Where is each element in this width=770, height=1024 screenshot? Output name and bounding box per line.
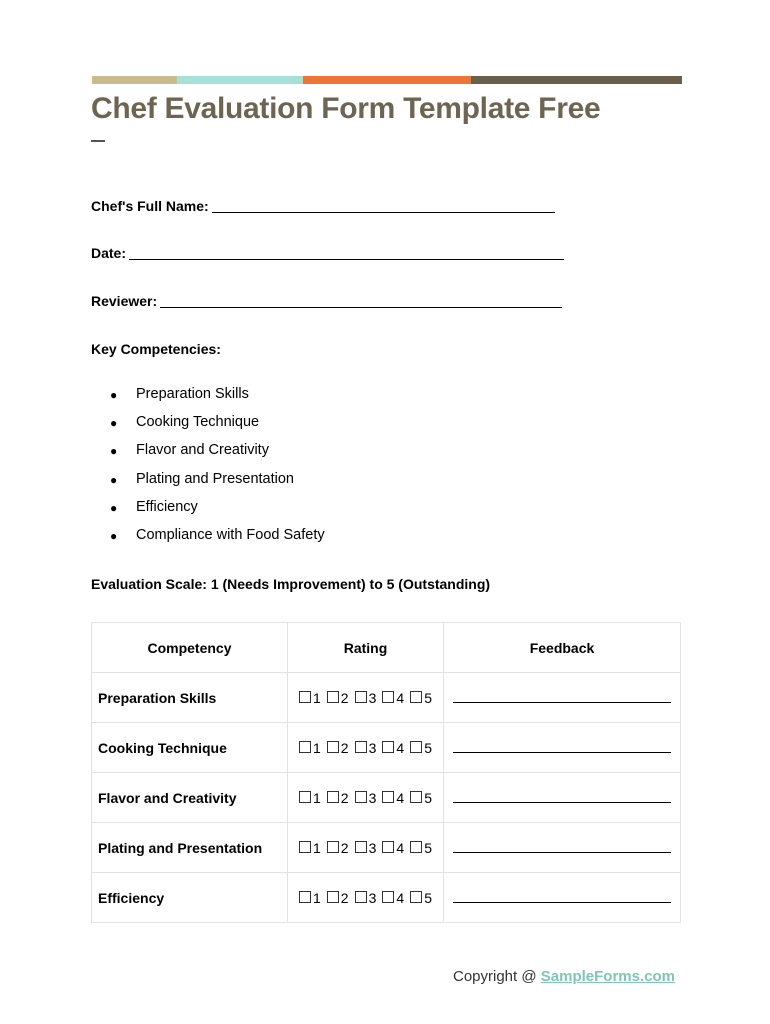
- competency-list: [110, 386, 325, 555]
- date-line[interactable]: [129, 245, 564, 260]
- rating-option-label: 5: [424, 789, 432, 806]
- date-field[interactable]: [91, 245, 564, 261]
- competency-cell: Flavor and Creativity: [92, 773, 288, 823]
- table-row: [92, 873, 681, 923]
- rating-option[interactable]: [355, 740, 377, 756]
- rating-option[interactable]: [382, 890, 404, 906]
- checkbox-icon[interactable]: [410, 891, 422, 903]
- list-item: ● Plating and Presentation: [110, 470, 294, 487]
- evaluation-scale-text: Evaluation Scale: 1 (Needs Improvement) to 5 (Outstanding): [91, 576, 491, 592]
- copyright-prefix: Copyright @: [453, 968, 541, 985]
- bullet-icon: ●: [110, 444, 118, 459]
- checkbox-icon[interactable]: [355, 791, 367, 803]
- rating-option-label: 1: [313, 789, 321, 806]
- rating-option[interactable]: [299, 740, 321, 756]
- feedback-cell[interactable]: [444, 773, 681, 823]
- copyright-footer: [453, 968, 675, 985]
- rating-cell: [288, 873, 444, 923]
- rating-option[interactable]: [327, 790, 349, 806]
- rating-option[interactable]: [382, 790, 404, 806]
- rating-option-label: 2: [340, 839, 349, 856]
- rating-option-label: 5: [424, 889, 432, 906]
- list-item: ● Efficiency: [110, 498, 198, 515]
- list-item: ● Compliance with Food Safety: [110, 526, 325, 543]
- checkbox-icon[interactable]: [355, 691, 367, 703]
- rating-option-label: 4: [396, 689, 405, 706]
- list-item: ● Flavor and Creativity: [110, 442, 269, 459]
- rating-option-label: 2: [340, 789, 349, 806]
- checkbox-icon[interactable]: [382, 691, 394, 703]
- checkbox-icon[interactable]: [410, 691, 422, 703]
- rating-option-label: 5: [424, 839, 432, 856]
- competency-cell: Plating and Presentation: [92, 823, 288, 873]
- checkbox-icon[interactable]: [327, 841, 339, 853]
- accent-segment: [177, 76, 303, 84]
- rating-option-label: 4: [396, 739, 405, 756]
- chef-name-label: Chef's Full Name:: [91, 198, 209, 214]
- rating-option-label: 1: [313, 739, 321, 756]
- bullet-icon: ●: [110, 388, 118, 402]
- rating-option[interactable]: [410, 740, 432, 756]
- checkbox-icon[interactable]: [382, 741, 394, 753]
- checkbox-icon[interactable]: [327, 791, 339, 803]
- column-header-competency: Competency: [92, 623, 288, 673]
- rating-cell: [288, 723, 444, 773]
- feedback-cell[interactable]: [444, 723, 681, 773]
- rating-option-label: 3: [368, 739, 377, 756]
- table-row: [92, 823, 681, 873]
- competency-cell: Preparation Skills: [92, 673, 288, 723]
- rating-option[interactable]: [299, 790, 321, 806]
- checkbox-icon[interactable]: [299, 891, 311, 903]
- accent-segment: [92, 76, 177, 84]
- checkbox-icon[interactable]: [382, 841, 394, 853]
- rating-option[interactable]: [327, 740, 349, 756]
- checkbox-icon[interactable]: [410, 841, 422, 853]
- rating-option[interactable]: [410, 790, 432, 806]
- chef-name-field[interactable]: [91, 198, 555, 214]
- rating-option[interactable]: [410, 690, 432, 706]
- date-label: Date:: [91, 245, 127, 261]
- rating-option[interactable]: [355, 790, 377, 806]
- feedback-line[interactable]: [453, 751, 671, 753]
- rating-option-label: 3: [368, 889, 377, 906]
- accent-segment: [471, 76, 682, 84]
- feedback-cell[interactable]: [444, 673, 681, 723]
- rating-option-label: 2: [340, 889, 349, 906]
- reviewer-line[interactable]: [160, 293, 562, 308]
- rating-option-label: 3: [368, 839, 377, 856]
- color-accent-bar: [92, 76, 682, 84]
- reviewer-label: Reviewer:: [91, 293, 158, 309]
- checkbox-icon[interactable]: [355, 741, 367, 753]
- checkbox-icon[interactable]: [299, 741, 311, 753]
- rating-option-label: 4: [396, 789, 405, 806]
- rating-option-label: 4: [396, 889, 405, 906]
- competencies-heading: Key Competencies:: [91, 341, 221, 357]
- table-row: [92, 723, 681, 773]
- checkbox-icon[interactable]: [382, 791, 394, 803]
- rating-option[interactable]: [410, 840, 432, 856]
- feedback-line[interactable]: [453, 801, 671, 803]
- rating-cell: [288, 673, 444, 723]
- checkbox-icon[interactable]: [355, 841, 367, 853]
- checkbox-icon[interactable]: [410, 741, 422, 753]
- chef-name-line[interactable]: [212, 198, 555, 213]
- reviewer-field[interactable]: [91, 293, 562, 309]
- feedback-line[interactable]: [453, 851, 671, 853]
- rating-option[interactable]: [327, 840, 349, 856]
- feedback-cell[interactable]: [444, 873, 681, 923]
- bullet-icon: ●: [110, 472, 118, 487]
- rating-option-label: 5: [424, 739, 432, 756]
- column-header-rating: Rating: [288, 623, 444, 673]
- rating-option-label: 1: [313, 689, 321, 706]
- column-header-feedback: Feedback: [444, 623, 681, 673]
- rating-cell: [288, 823, 444, 873]
- rating-option[interactable]: [382, 690, 404, 706]
- evaluation-table: [91, 622, 681, 923]
- competency-cell: Efficiency: [92, 873, 288, 923]
- rating-option-label: 2: [340, 739, 349, 756]
- rating-option[interactable]: [382, 740, 404, 756]
- table-row: [92, 673, 681, 723]
- checkbox-icon[interactable]: [410, 791, 422, 803]
- checkbox-icon[interactable]: [355, 891, 367, 903]
- checkbox-icon[interactable]: [299, 691, 311, 703]
- rating-option[interactable]: [327, 690, 349, 706]
- rating-option-label: 1: [313, 889, 321, 906]
- checkbox-icon[interactable]: [382, 891, 394, 903]
- feedback-cell[interactable]: [444, 823, 681, 873]
- rating-option-label: 3: [368, 789, 377, 806]
- rating-option[interactable]: [299, 690, 321, 706]
- competency-cell: Cooking Technique: [92, 723, 288, 773]
- rating-option[interactable]: [299, 840, 321, 856]
- rating-cell: [288, 773, 444, 823]
- rating-option-label: 1: [313, 839, 321, 856]
- rating-option-label: 4: [396, 839, 405, 856]
- checkbox-icon[interactable]: [299, 841, 311, 853]
- rating-option-label: 5: [424, 689, 432, 706]
- checkbox-icon[interactable]: [327, 891, 339, 903]
- checkbox-icon[interactable]: [327, 741, 339, 753]
- sampleforms-link[interactable]: SampleForms.com: [540, 968, 675, 985]
- table-header-row: [92, 623, 681, 673]
- bullet-icon: ●: [110, 500, 118, 515]
- accent-segment: [303, 76, 471, 84]
- rating-option-label: 2: [340, 689, 349, 706]
- list-item: ● Cooking Technique: [110, 414, 260, 431]
- feedback-line[interactable]: [453, 901, 671, 903]
- bullet-icon: ●: [110, 528, 118, 543]
- title-dash: [91, 140, 105, 142]
- page-title: Chef Evaluation Form Template Free: [91, 92, 601, 125]
- checkbox-icon[interactable]: [327, 691, 339, 703]
- rating-option[interactable]: [327, 890, 349, 906]
- rating-option[interactable]: [355, 890, 377, 906]
- rating-option[interactable]: [382, 840, 404, 856]
- table-row: [92, 773, 681, 823]
- rating-option[interactable]: [410, 890, 432, 906]
- rating-option[interactable]: [299, 890, 321, 906]
- rating-option[interactable]: [355, 840, 377, 856]
- checkbox-icon[interactable]: [299, 791, 311, 803]
- rating-option[interactable]: [355, 690, 377, 706]
- feedback-line[interactable]: [453, 701, 671, 703]
- rating-option-label: 3: [368, 689, 377, 706]
- bullet-icon: ●: [110, 416, 118, 431]
- list-item: ● Preparation Skills: [110, 386, 249, 402]
